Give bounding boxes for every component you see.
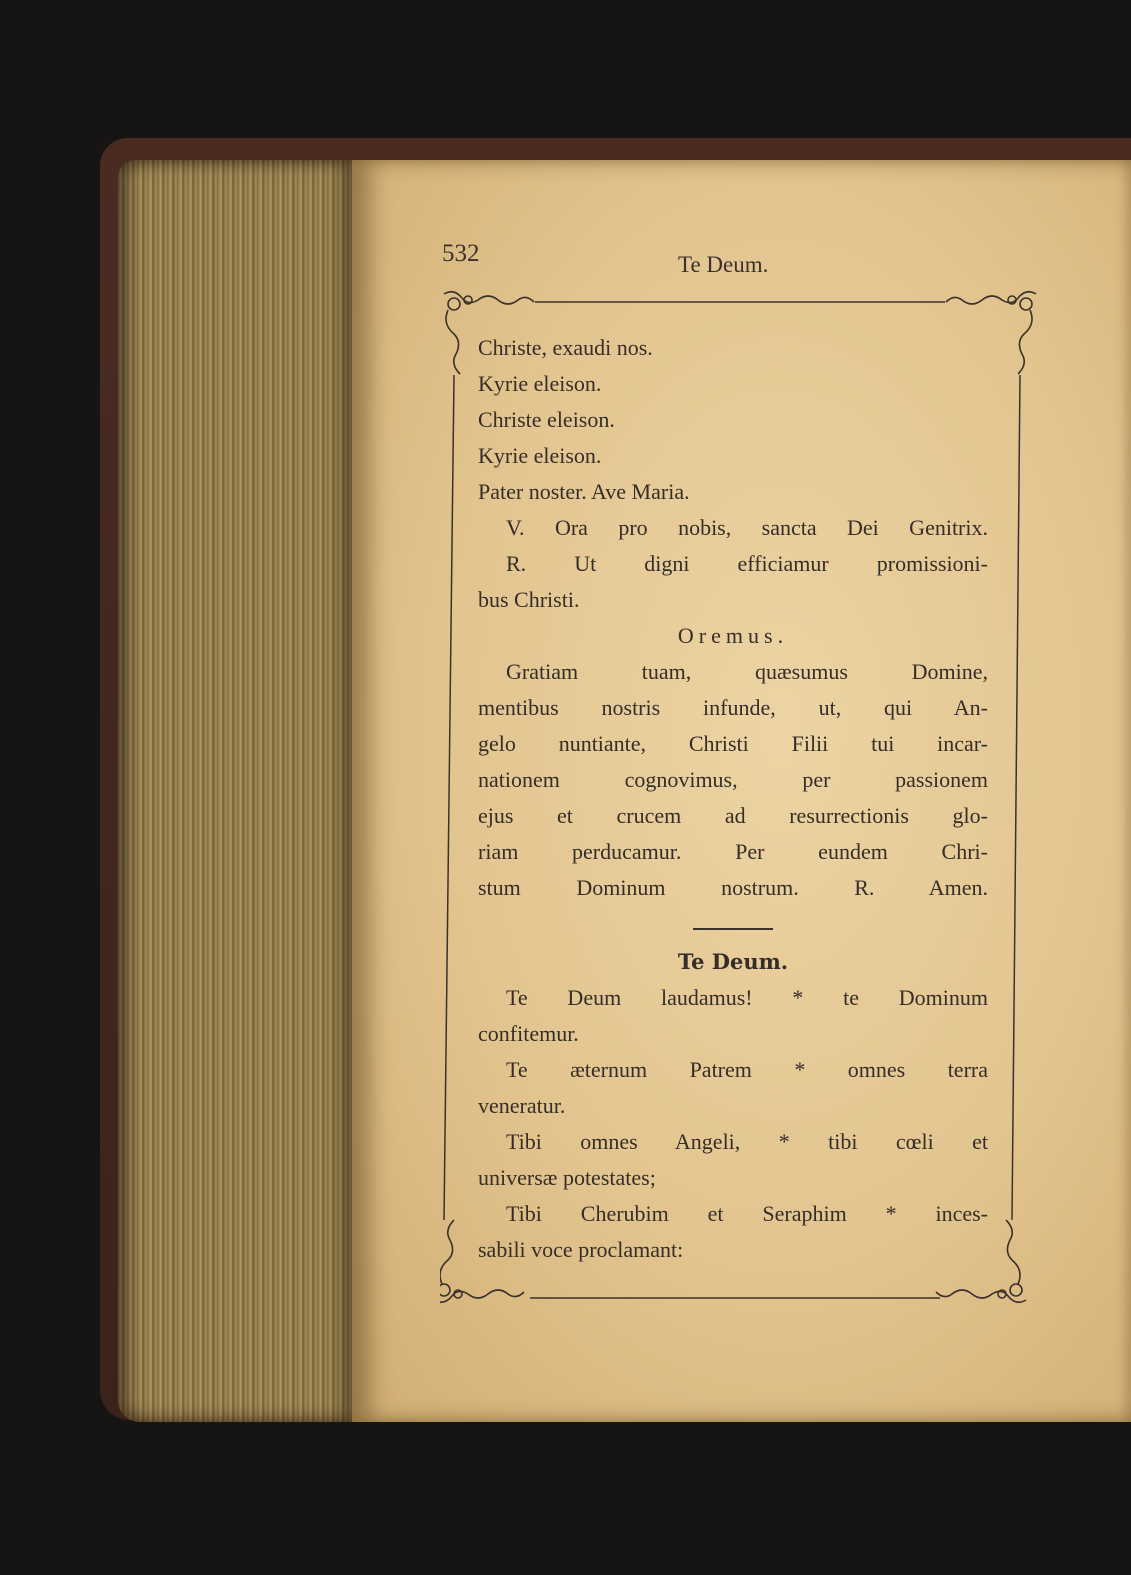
te-deum-line: veneratur.: [478, 1093, 566, 1118]
te-deum-heading: Te Deum.: [677, 949, 789, 974]
prayer-line: Christe eleison.: [478, 407, 615, 432]
response-line: R. Ut digni efficiamur promissioni-: [506, 551, 988, 576]
te-deum-line: universæ potestates;: [478, 1165, 656, 1190]
page-edges: [118, 160, 358, 1422]
response-line: bus Christi.: [478, 587, 580, 612]
te-deum-line: Te Deum laudamus! * te Dominum: [506, 985, 988, 1010]
versicle-line: V. Ora pro nobis, sancta Dei Genitrix.: [506, 515, 988, 540]
frame-right-rule: [1012, 375, 1020, 1220]
prayer-line: Kyrie eleison.: [478, 371, 602, 396]
oremus-line: Gratiam tuam, quæsumus Domine,: [506, 659, 988, 684]
te-deum-line: Tibi Cherubim et Seraphim * inces-: [506, 1201, 988, 1226]
oremus-line: ejus et crucem ad resurrectionis glo-: [478, 803, 988, 828]
oremus-line: stum Dominum nostrum. R. Amen.: [478, 875, 988, 900]
oremus-heading: Oremus.: [677, 623, 789, 648]
te-deum-line: Tibi omnes Angeli, * tibi cœli et: [506, 1129, 988, 1154]
page-number: 532: [442, 240, 480, 267]
prayer-line: Kyrie eleison.: [478, 443, 602, 468]
prayer-line: Pater noster. Ave Maria.: [478, 479, 690, 504]
te-deum-line: Te æternum Patrem * omnes terra: [506, 1057, 988, 1082]
prayer-line: Christe, exaudi nos.: [478, 335, 653, 360]
te-deum-line: sabili voce proclamant:: [478, 1237, 684, 1262]
oremus-line: nationem cognovimus, per passionem: [478, 767, 988, 792]
running-title: Te Deum.: [678, 252, 769, 277]
page-text: [478, 330, 988, 1268]
oremus-line: gelo nuntiante, Christi Filii tui incar-: [478, 731, 988, 756]
te-deum-line: confitemur.: [478, 1021, 579, 1046]
running-head: [442, 240, 1042, 280]
oremus-line: riam perducamur. Per eundem Chri-: [478, 839, 988, 864]
section-divider: [693, 928, 773, 930]
frame-left-rule: [444, 375, 454, 1220]
oremus-line: mentibus nostris infunde, ut, qui An-: [478, 695, 988, 720]
